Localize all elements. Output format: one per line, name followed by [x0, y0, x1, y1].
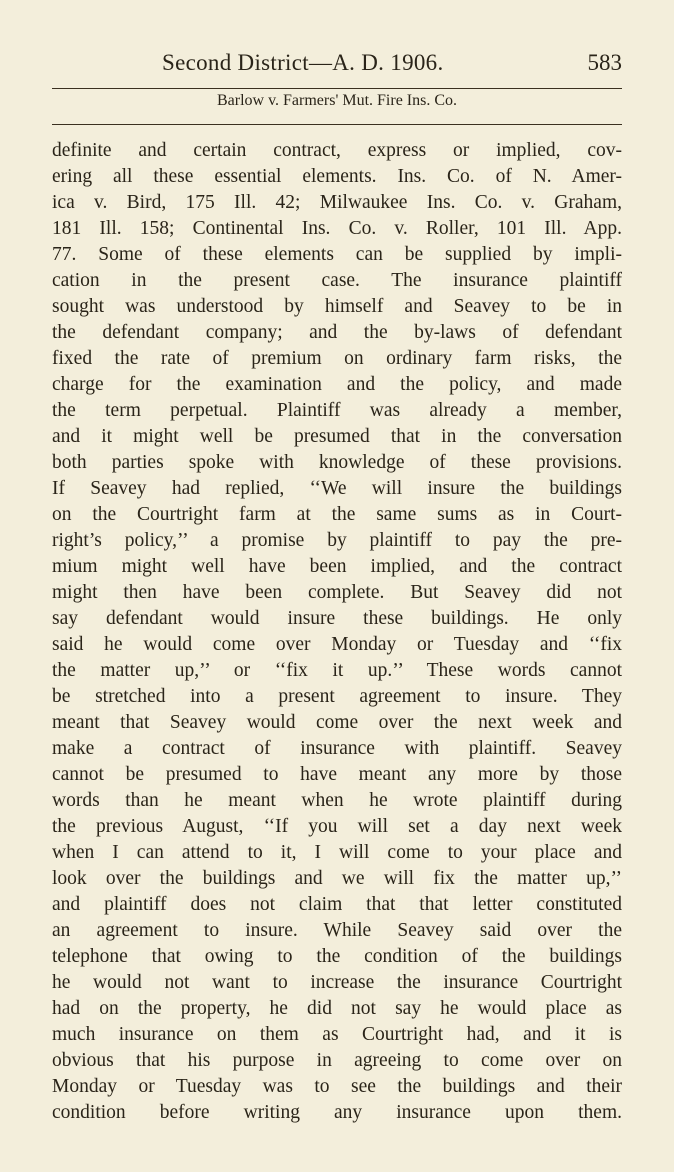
text-line: right’s policy,’’ a promise by plaintiff to pay the pre- [52, 530, 622, 551]
case-caption: Barlow v. Farmers' Mut. Fire Ins. Co. [216, 92, 458, 109]
text-line: be stretched into a present agreement to insure. They [52, 686, 622, 707]
text-line: might then have been complete. But Seavey did not [52, 582, 622, 603]
text-line: condition before writing any insurance upon them. [52, 1102, 622, 1123]
text-line: obvious that his purpose in agreeing to come over on [52, 1050, 622, 1071]
header-rule-top [52, 88, 622, 89]
text-line: an agreement to insure. While Seavey said over the [52, 920, 622, 941]
page-number: 583 [587, 50, 622, 75]
text-line: Monday or Tuesday was to see the buildings and their [52, 1076, 622, 1097]
text-line: 181 Ill. 158; Continental Ins. Co. v. Roller, 101 Ill. App. [52, 218, 622, 239]
text-line: look over the buildings and we will fix the matter up,’’ [52, 868, 622, 889]
text-line: said he would come over Monday or Tuesday and ‘‘fix [52, 634, 622, 655]
text-line: charge for the examination and the policy, and made [52, 374, 622, 395]
body-text [52, 138, 622, 1126]
text-line: on the Courtright farm at the same sums as in Court- [52, 504, 622, 525]
text-line: the previous August, ‘‘If you will set a day next week [52, 816, 622, 837]
text-line: when I can attend to it, I will come to your place and [52, 842, 622, 863]
text-line: mium might well have been implied, and the contract [52, 556, 622, 577]
text-line: If Seavey had replied, ‘‘We will insure the buildings [52, 478, 622, 499]
text-line: ering all these essential elements. Ins. Co. of N. Amer- [52, 166, 622, 187]
text-line: words than he meant when he wrote plaintiff during [52, 790, 622, 811]
text-line: 77. Some of these elements can be supplied by impli- [52, 244, 622, 265]
text-line: fixed the rate of premium on ordinary farm risks, the [52, 348, 622, 369]
text-line: cation in the present case. The insurance plaintiff [52, 270, 622, 291]
text-line: both parties spoke with knowledge of these provisions. [52, 452, 622, 473]
text-line: telephone that owing to the condition of the buildings [52, 946, 622, 967]
text-line: meant that Seavey would come over the next week and [52, 712, 622, 733]
text-line: sought was understood by himself and Seavey to be in [52, 296, 622, 317]
text-line: he would not want to increase the insurance Courtright [52, 972, 622, 993]
text-line: much insurance on them as Courtright had, and it is [52, 1024, 622, 1045]
text-line: the term perpetual. Plaintiff was already a member, [52, 400, 622, 421]
text-line: had on the property, he did not say he would place as [52, 998, 622, 1019]
text-line: ica v. Bird, 175 Ill. 42; Milwaukee Ins. Co. v. Graham, [52, 192, 622, 213]
text-line: the matter up,’’ or ‘‘fix it up.’’ These words cannot [52, 660, 622, 681]
text-line: cannot be presumed to have meant any more by those [52, 764, 622, 785]
text-line: say defendant would insure these buildings. He only [52, 608, 622, 629]
text-line: make a contract of insurance with plaintiff. Seavey [52, 738, 622, 759]
text-line: definite and certain contract, express or implied, cov- [52, 140, 622, 161]
text-line: and plaintiff does not claim that that letter constituted [52, 894, 622, 915]
running-head [52, 50, 622, 80]
running-title: Second District—A. D. 1906. [162, 50, 444, 75]
header-rule-bottom [52, 124, 622, 125]
text-line: and it might well be presumed that in the conversation [52, 426, 622, 447]
text-line: the defendant company; and the by-laws of defendant [52, 322, 622, 343]
